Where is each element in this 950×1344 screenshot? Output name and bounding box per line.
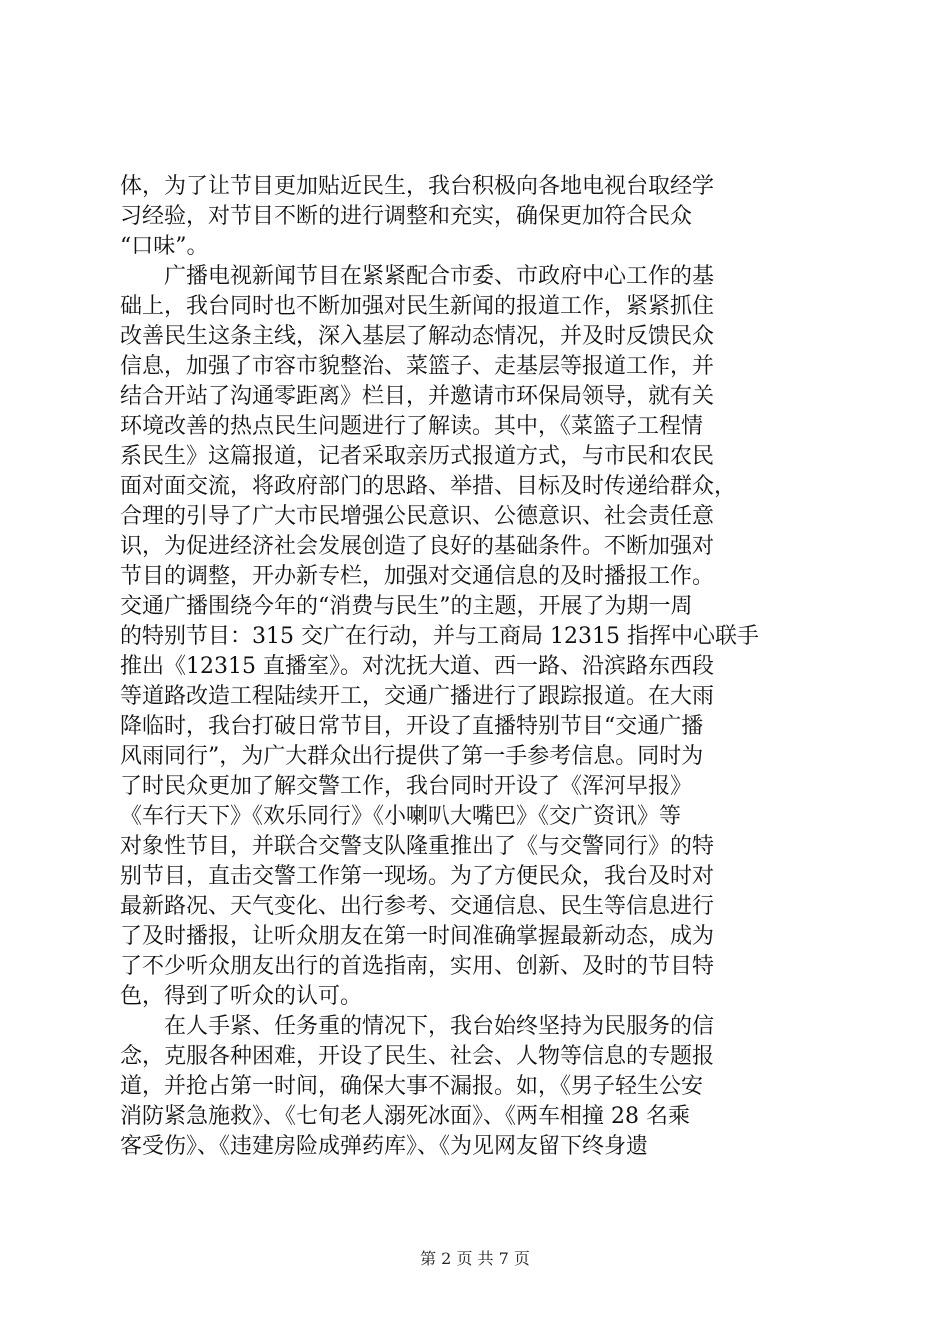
text-line: 了时民众更加了解交警工作，我台同时开设了《浑河早报》	[120, 774, 693, 799]
text-line: 信息，加强了市容市貌整治、菜篮子、走基层等报道工作，并	[120, 354, 715, 379]
text-line: 了不少听众朋友出行的首选指南，实用、创新、及时的节目特	[120, 954, 715, 979]
text-line: 客受伤》、《违建房险成弹药库》、《为见网友留下终身遗	[120, 1134, 649, 1159]
text-line: 道，并抢占第一时间，确保大事不漏报。如，《男子轻生公安	[120, 1074, 704, 1099]
text-line: 降临时，我台打破日常节目，开设了直播特别节目“交通广播	[120, 714, 704, 739]
text-line: 系民生》这篇报道，记者采取亲历式报道方式，与市民和农民	[120, 444, 715, 469]
text-line: 色，得到了听众的认可。	[120, 984, 363, 1009]
text-line: “口味”。	[120, 234, 209, 259]
text-line: 交通广播围绕今年的“消费与民生”的主题，开展了为期一周	[120, 594, 693, 619]
text-line: 面对面交流，将政府部门的思路、举措、目标及时传递给群众，	[120, 474, 737, 499]
text-line: 识，为促进经济社会发展创造了良好的基础条件。不断加强对	[120, 534, 715, 559]
text-line: 别节目，直击交警工作第一现场。为了方便民众，我台及时对	[120, 864, 715, 889]
text-line: 《车行天下》《欢乐同行》《小喇叭大嘴巴》《交广资讯》等	[120, 804, 682, 829]
text-line: 习经验，对节目不断的进行调整和充实，确保更加符合民众	[120, 204, 693, 229]
text-line: 改善民生这条主线，深入基层了解动态情况，并及时反馈民众	[120, 324, 715, 349]
text-line: 推出《12315 直播室》。对沈抚大道、西一路、沿滨路东西段	[120, 654, 714, 679]
text-line: 体，为了让节目更加贴近民生，我台积极向各地电视台取经学	[120, 174, 715, 199]
text-line: 念，克服各种困难，开设了民生、社会、人物等信息的专题报	[120, 1044, 715, 1069]
text-line: 广播电视新闻节目在紧紧配合市委、市政府中心工作的基	[120, 264, 715, 289]
text-line: 节目的调整，开办新专栏，加强对交通信息的及时播报工作。	[120, 564, 715, 589]
text-line: 等道路改造工程陆续开工，交通广播进行了跟踪报道。在大雨	[120, 684, 715, 709]
text-line: 结合开站了沟通零距离》栏目，并邀请市环保局领导，就有关	[120, 384, 715, 409]
text-line: 最新路况、天气变化、出行参考、交通信息、民生等信息进行	[120, 894, 715, 919]
text-line: 了及时播报，让听众朋友在第一时间准确掌握最新动态，成为	[120, 924, 715, 949]
text-line: 消防紧急施救》、《七旬老人溺死冰面》、《两车相撞 28 名乘	[120, 1104, 690, 1129]
text-line: 在人手紧、任务重的情况下，我台始终坚持为民服务的信	[120, 1014, 715, 1039]
text-line: 对象性节目，并联合交警支队隆重推出了《与交警同行》的特	[120, 834, 715, 859]
text-line: 础上，我台同时也不断加强对民生新闻的报道工作，紧紧抓住	[120, 294, 715, 319]
text-line: 的特别节目：315 交广在行动，并与工商局 12315 指挥中心联手	[120, 624, 759, 649]
text-line: 环境改善的热点民生问题进行了解读。其中，《菜篮子工程情	[120, 414, 704, 439]
page-number-footer: 第 2 页 共 7 页	[420, 1249, 530, 1268]
text-line: 风雨同行”，为广大群众出行提供了第一手参考信息。同时为	[120, 744, 704, 769]
text-line: 合理的引导了广大市民增强公民意识、公德意识、社会责任意	[120, 504, 715, 529]
